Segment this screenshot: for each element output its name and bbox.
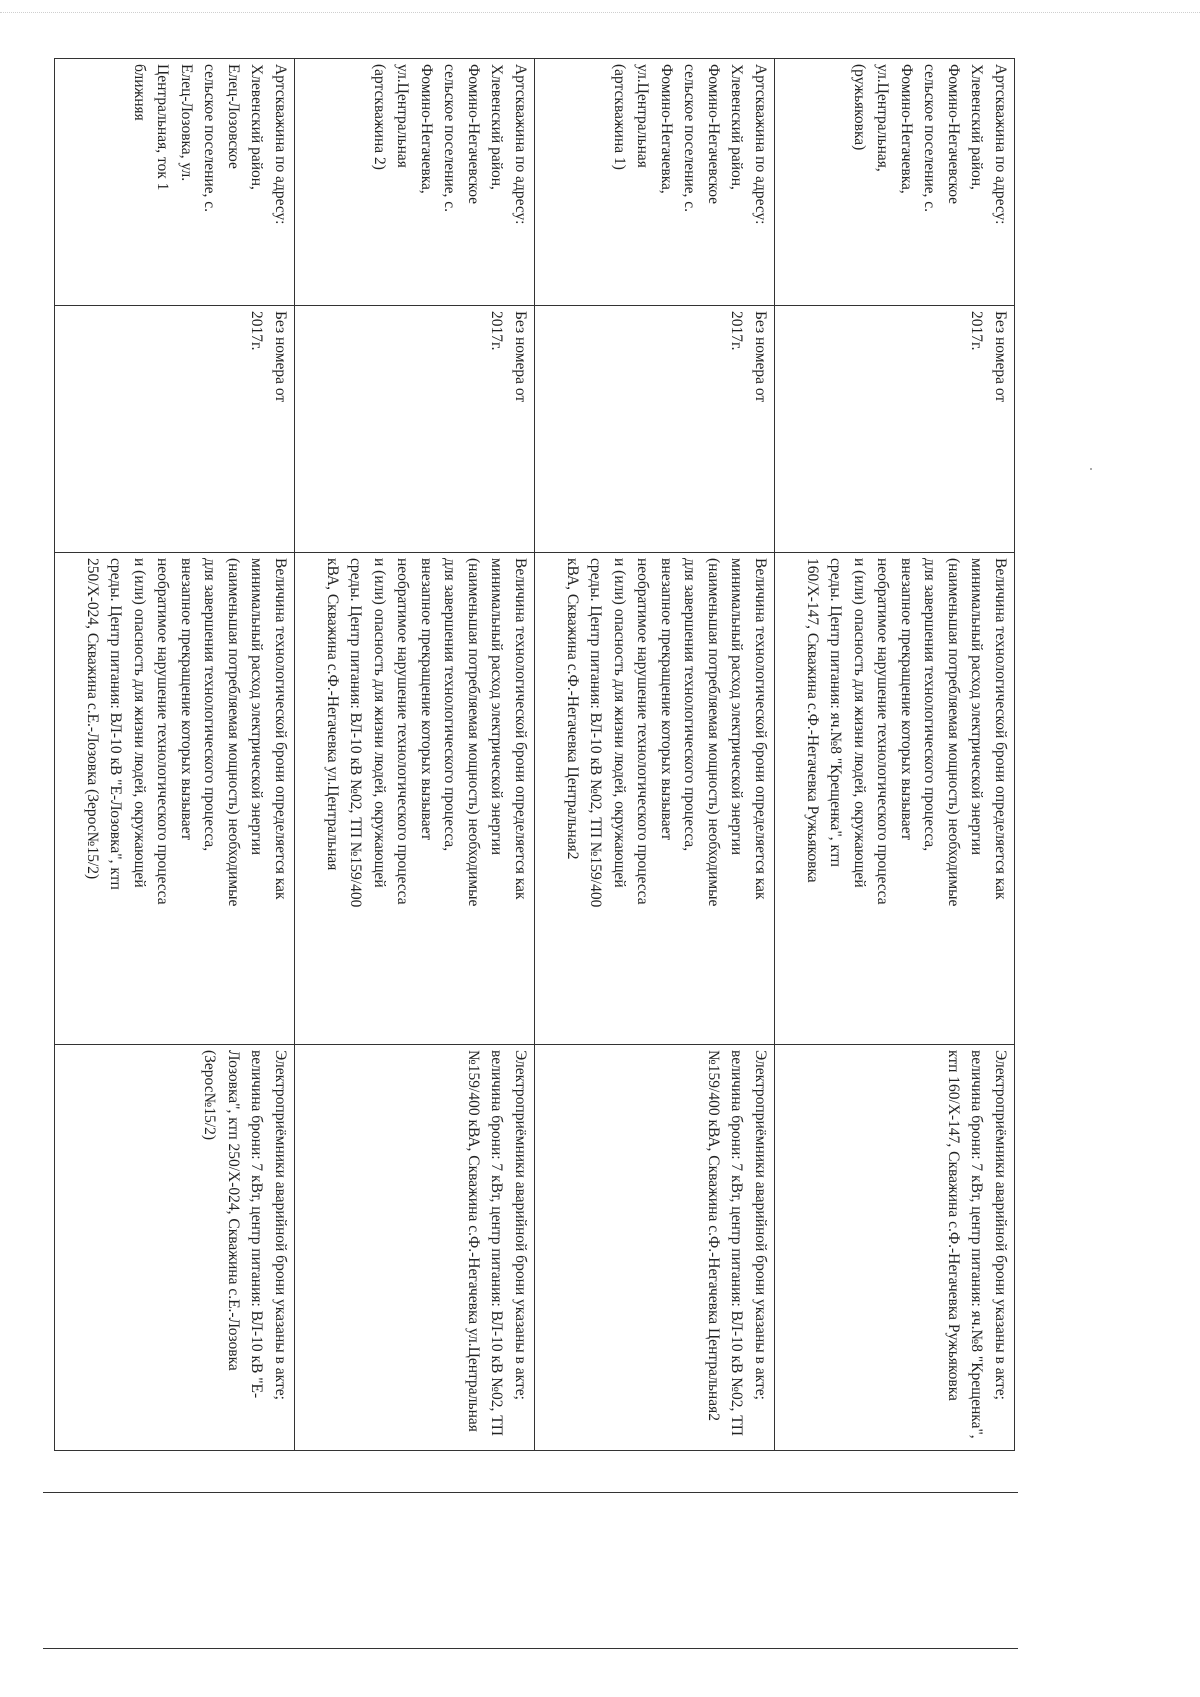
reservation-table — [54, 58, 1015, 1451]
act-date-cell: Без номера от 2017г. — [775, 306, 1015, 553]
table-row — [295, 59, 535, 1451]
emergency-reserve-cell: Электроприёмники аварийной брони указаны в акте; величина брони: 7 кВт, центр питания: ВЛ-10 кВ №02, ТП №159/400 кВА, Скважина с.Ф.-Негачевка ул.Центральная — [295, 1045, 535, 1451]
object-address-cell: Артскважина по адресу: Хлевенский район, Фомино-Негачевское сельское поселение, с. Фомино-Негачевка, ул.Центральная (артскважина 2) — [295, 59, 535, 306]
object-address-cell: Артскважина по адресу: Хлевенский район, Фомино-Негачевское сельское поселение, с. Фомино-Негачевка, ул.Центральная, (ружьяковка) — [775, 59, 1015, 306]
act-date-cell: Без номера от 2017г. — [55, 306, 295, 553]
rotated-page-content — [55, 58, 1015, 1450]
tech-reserve-cell: Величина технологической брони определяется как минимальный расход электрической энергии (наименьшая потребляемая мощность) необходимые для завершения технологического процесса, внезапное прекращение которых вызывает необратимое нарушение технологического процесса и (или) опасность для жизни людей, окружающей среды. Центр питания: ВЛ-10 кВ №02, ТП №159/400 кВА, Скважина с.Ф.-Негачевка ул.Центральная — [295, 553, 535, 1045]
tech-reserve-cell: Величина технологической брони определяется как минимальный расход электрической энергии (наименьшая потребляемая мощность) необходимые для завершения технологического процесса, внезапное прекращение которых вызывает необратимое нарушение технологического процесса и (или) опасность для жизни людей, окружающей среды. Центр питания: ВЛ-10 кВ №02, ТП №159/400 кВА, Скважина с.Ф.-Негачевка Центральная2 — [535, 553, 775, 1045]
table-row — [55, 59, 295, 1451]
scan-edge-line — [0, 12, 1200, 13]
divider-line — [43, 1492, 1018, 1493]
emergency-reserve-cell: Электроприёмники аварийной брони указаны в акте; величина брони: 7 кВт, центр питания: яч.№8 "Крещенка", ктп 160/Х-147, Скважина с.Ф.-Негачевка Ружьяковка — [775, 1045, 1015, 1451]
emergency-reserve-cell: Электроприёмники аварийной брони указаны в акте; величина брони: 7 кВт, центр питания: ВЛ-10 кВ "Е- Лозовка", ктп 250/Х-024, Скважина с.Е.-Лозовка (Зерос№15/2) — [55, 1045, 295, 1451]
divider-line — [43, 1648, 1018, 1649]
emergency-reserve-cell: Электроприёмники аварийной брони указаны в акте; величина брони: 7 кВт, центр питания: ВЛ-10 кВ №02, ТП №159/400 кВА, Скважина с.Ф.-Негачевка Центральная2 — [535, 1045, 775, 1451]
tech-reserve-cell: Величина технологической брони определяется как минимальный расход электрической энергии (наименьшая потребляемая мощность) необходимые для завершения технологического процесса, внезапное прекращение которых вызывает необратимое нарушение технологического процесса и (или) опасность для жизни людей, окружающей среды. Центр питания: ВЛ-10 кВ "Е-Лозовка", ктп 250/Х-024, Скважина с.Е.-Лозовка (Зерос№15/2) — [55, 553, 295, 1045]
object-address-cell: Артскважина по адресу: Хлевенский район, Елец-Лозовское сельское поселение, с. Елец-Лозовка, ул. Центральная, ток 1 ближняя — [55, 59, 295, 306]
tech-reserve-cell: Величина технологической брони определяется как минимальный расход электрической энергии (наименьшая потребляемая мощность) необходимые для завершения технологического процесса, внезапное прекращение которых вызывает необратимое нарушение технологического процесса и (или) опасность для жизни людей, окружающей среды. Центр питания: яч.№8 "Крещенка", ктп 160/Х-147, Скважина с.Ф.-Негачевка Ружьяковка — [775, 553, 1015, 1045]
table-row — [535, 59, 775, 1451]
act-date-cell: Без номера от 2017г. — [295, 306, 535, 553]
scan-speck — [1090, 468, 1092, 470]
act-date-cell: Без номера от 2017г. — [535, 306, 775, 553]
object-address-cell: Артскважина по адресу: Хлевенский район, Фомино-Негачевское сельское поселение, с. Фомино-Негачевка, ул.Центральная (артскважина 1) — [535, 59, 775, 306]
table-row — [775, 59, 1015, 1451]
